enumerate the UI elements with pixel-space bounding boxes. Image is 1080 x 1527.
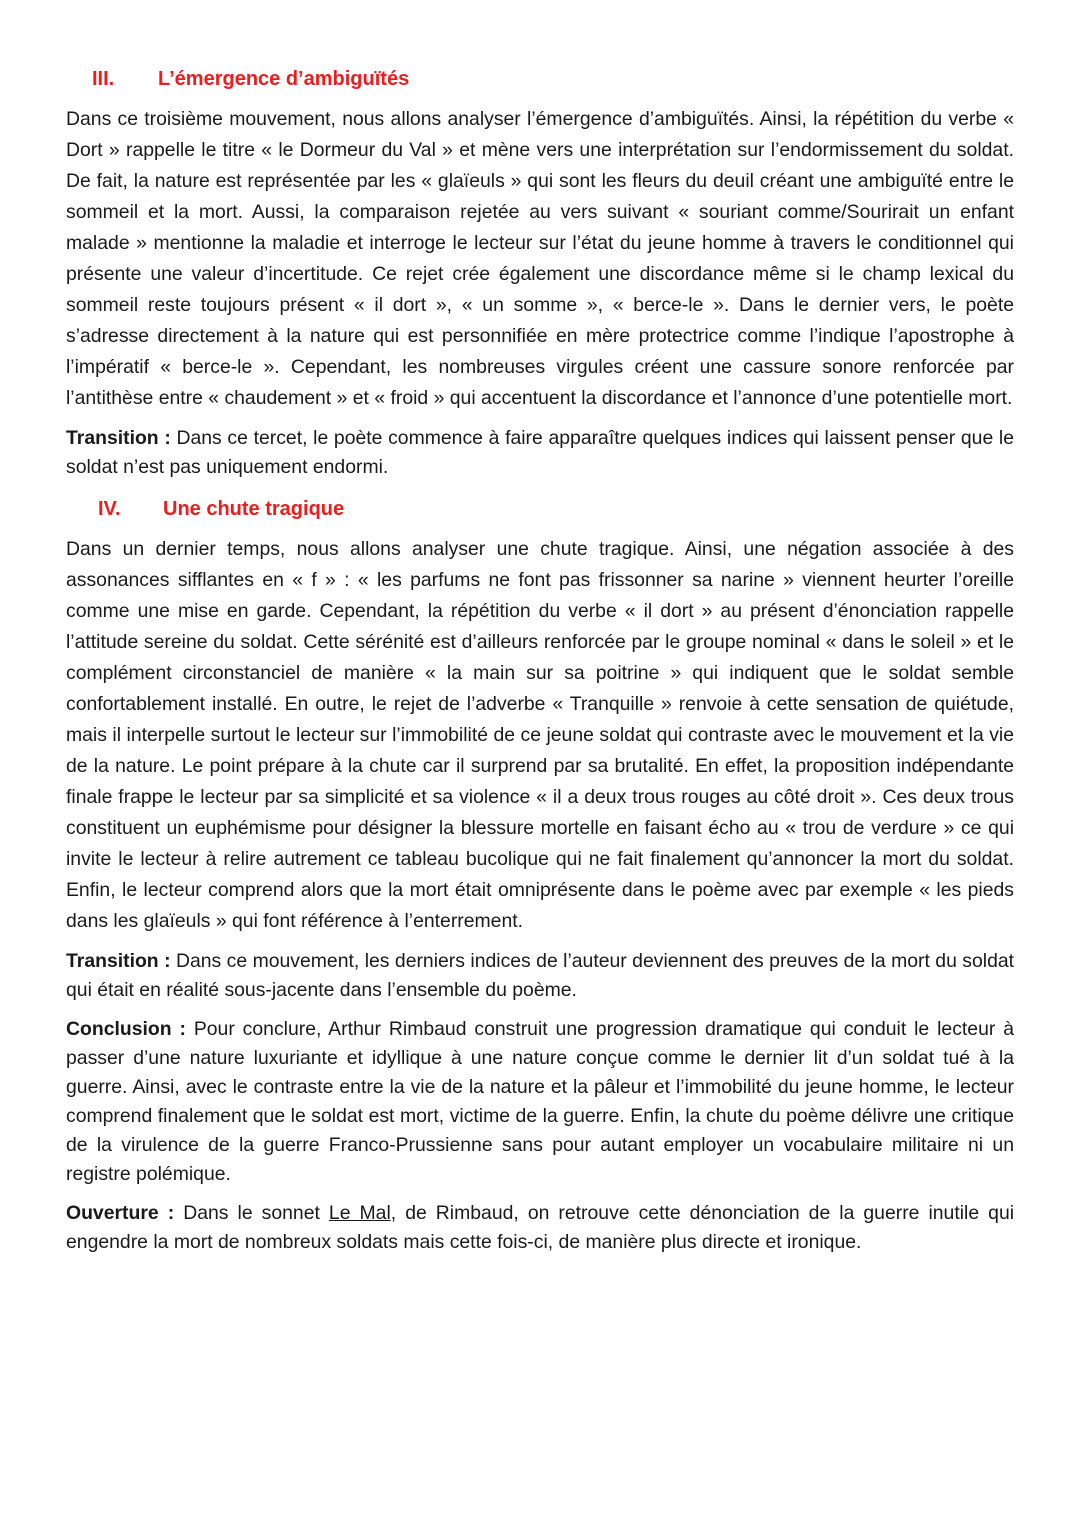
section-number: IV. (98, 498, 121, 520)
ouverture-text-before: Dans le sonnet (183, 1202, 320, 1224)
conclusion-paragraph (66, 1015, 1014, 1189)
ouverture-text-after: , de Rimbaud, on retrouve cette dénonciation de la guerre inutile qui engendre la mort de nombreux soldats mais cette fois-ci, de manière plus directe et ironique. (66, 1202, 1015, 1253)
section-heading-3 (66, 62, 1014, 96)
transition-paragraph-2 (66, 947, 1014, 1005)
transition-text: Dans ce tercet, le poète commence à faire apparaître quelques indices qui laissent penser que le soldat n’est pas uniquement endormi. (66, 427, 1015, 478)
ouverture-paragraph (66, 1199, 1014, 1257)
transition-label: Transition : (66, 950, 171, 972)
section-3-paragraph: Dans ce troisième mouvement, nous allons analyser l’émergence d’ambiguïtés. Ainsi, la répétition du verbe « Dort » rappelle le titre « le Dormeur du Val » et mène vers une interprétation sur l’endormissement du soldat. De fait, la nature est représentée par les « glaïeuls » qui sont les fleurs du deuil créant une ambiguïté entre le sommeil et la mort. Aussi, la comparaison rejetée au vers suivant « souriant comme/Sourirait un enfant malade » mentionne la maladie et interroge le lecteur sur l’état du jeune homme à travers le conditionnel qui présente une valeur d’incertitude. Ce rejet crée également une discordance même si le champ lexical du sommeil reste toujours présent « il dort », « un somme », « berce-le ». Dans le dernier vers, le poète s’adresse directement à la nature qui est personnifiée en mère protectrice comme l’indique l’apostrophe à l’impératif « berce-le ». Cependant, les nombreuses virgules créent une cassure sonore renforcée par l’antithèse entre « chaudement » et « froid » qui accentuent la discordance et l’annonce d’une potentielle mort. (66, 108, 1014, 409)
conclusion-text: Pour conclure, Arthur Rimbaud construit une progression dramatique qui conduit le lecteur à passer d’une nature luxuriante et idyllique à une nature conçue comme le dernier lit d’un soldat tué à la guerre. Ainsi, avec le contraste entre la vie de la nature et la pâleur et l’immobilité du jeune homme, le lecteur comprend finalement que le soldat est mort, victime de la guerre. Enfin, la chute du poème délivre une critique de la virulence de la guerre Franco-Prussienne sans pour autant employer un vocabulaire militaire ni un registre polémique. (66, 1018, 1014, 1185)
transition-paragraph-1 (66, 424, 1014, 482)
conclusion-label: Conclusion : (66, 1018, 186, 1040)
ouverture-label: Ouverture : (66, 1202, 175, 1224)
work-title: Le Mal (328, 1202, 391, 1224)
section-title: Une chute tragique (163, 498, 345, 520)
transition-label: Transition : (66, 427, 171, 449)
section-title: L’émergence d’ambiguïtés (158, 68, 410, 90)
transition-text: Dans ce mouvement, les derniers indices de l’auteur deviennent des preuves de la mort du soldat qui était en réalité sous-jacente dans l’ensemble du poème. (66, 950, 1015, 1001)
document-page (66, 62, 1014, 1267)
section-4-paragraph: Dans un dernier temps, nous allons analyser une chute tragique. Ainsi, une négation associée à des assonances sifflantes en « f » : « les parfums ne font pas frissonner sa narine » viennent heurter l’oreille comme une mise en garde. Cependant, la répétition du verbe « il dort » au présent d’énonciation rappelle l’attitude sereine du soldat. Cette sérénité est d’ailleurs renforcée par le groupe nominal « dans le soleil » et le complément circonstanciel de manière « la main sur sa poitrine » qui indiquent que le soldat semble confortablement installé. En outre, le rejet de l’adverbe « Tranquille » renvoie à cette sensation de quiétude, mais il interpelle surtout le lecteur sur l’immobilité de ce jeune soldat qui contraste avec le mouvement et la vie de la nature. Le point prépare à la chute car il surprend par sa brutalité. En effet, la proposition indépendante finale frappe le lecteur par sa simplicité et sa violence « il a deux trous rouges au côté droit ». Ces deux trous constituent un euphémisme pour désigner la blessure mortelle en faisant écho au « trou de verdure » ce qui invite le lecteur à relire autrement ce tableau bucolique qui ne fait finalement qu’annoncer la mort du soldat. Enfin, le lecteur comprend alors que la mort était omniprésente dans le poème avec par exemple « les pieds dans les glaïeuls » qui font référence à l’enterrement. (66, 538, 1014, 932)
section-heading-4 (66, 492, 1014, 526)
section-number: III. (92, 68, 115, 90)
